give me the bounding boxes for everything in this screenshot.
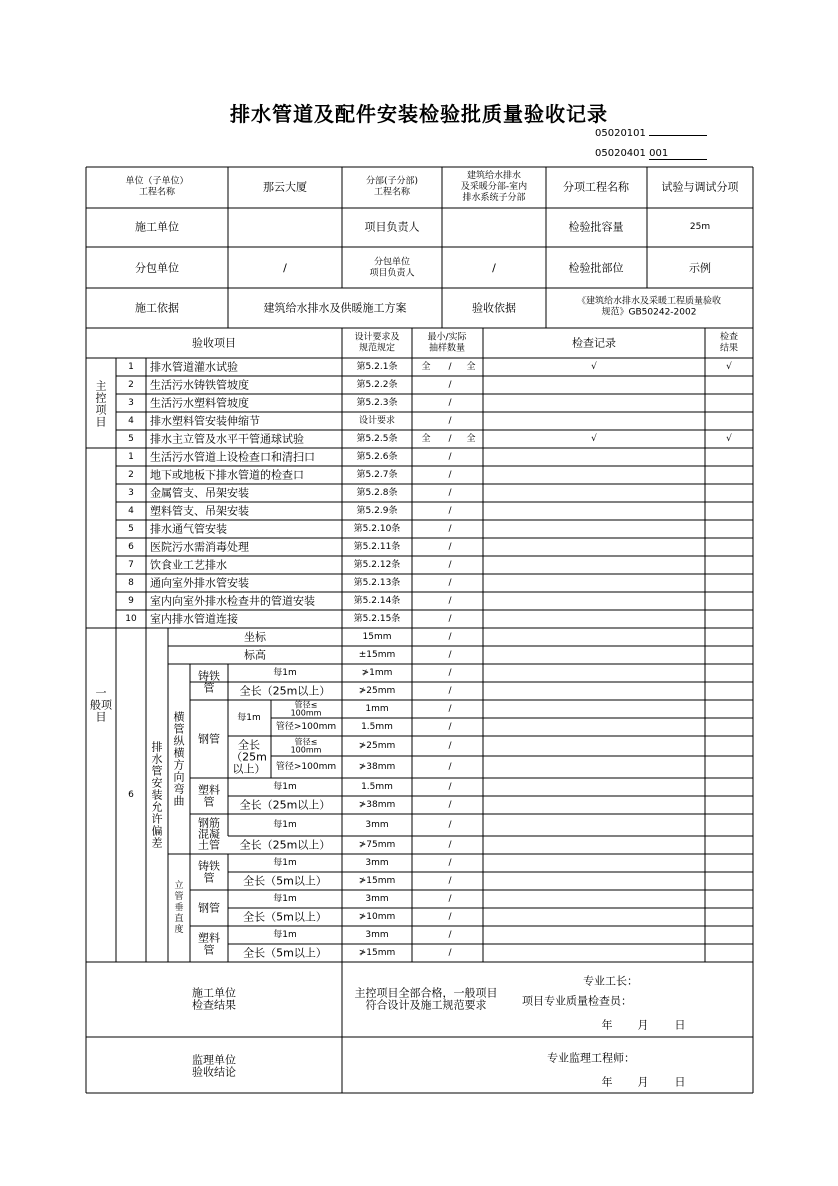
h-rc-label: 钢筋 xyxy=(198,816,220,830)
sampling-header: 最小/实际 xyxy=(427,332,467,343)
tolerance-group-label: 许 xyxy=(151,812,163,826)
tolerance-sample: / xyxy=(448,782,452,792)
tolerance-item-no: 6 xyxy=(128,790,134,800)
general-item-name: 塑料管支、吊架安装 xyxy=(150,504,249,518)
inspector-label: 项目专业质量检查员： xyxy=(522,994,632,1008)
construction-date-year: 年 xyxy=(601,1018,613,1032)
main-item-name: 生活污水铸铁管坡度 xyxy=(150,378,249,392)
main-control-label: 控 xyxy=(95,391,107,405)
general-item-name: 金属管支、吊架安装 xyxy=(150,486,249,500)
v-plastic-per-m-req: 3mm xyxy=(365,930,389,940)
h-steel-per-m-le-req: 1mm xyxy=(365,704,389,714)
main-item-requirement: 第5.2.1条 xyxy=(356,362,398,372)
supervision-label: 监理单位 xyxy=(192,1053,236,1067)
horizontal-bend-label: 管 xyxy=(173,722,185,736)
general-item-requirement: 第5.2.14条 xyxy=(353,596,401,606)
v-cast-iron-per-m: 每1m xyxy=(273,858,297,868)
construction-unit-label: 施工单位 xyxy=(135,220,179,234)
unit-value: 那云大厦 xyxy=(263,180,307,194)
horizontal-bend-label: 弯 xyxy=(173,782,185,796)
division-value: 建筑给水排水 xyxy=(466,171,522,181)
unit-label: 单位（子单位） xyxy=(125,176,189,187)
general-item-name: 饮食业工艺排水 xyxy=(150,558,227,572)
h-steel-per-m-gt-req: 1.5mm xyxy=(361,722,393,732)
general-item-requirement: 第5.2.15条 xyxy=(353,614,401,624)
h-steel-full-gt-req: ≯38mm xyxy=(358,762,396,772)
general-item-sample: / xyxy=(448,488,452,498)
main-item-sample-min: 全 xyxy=(421,362,431,372)
main-item-sample-slash: / xyxy=(448,380,452,390)
general-label: 般项 xyxy=(90,698,112,712)
general-label: 目 xyxy=(95,710,107,724)
v-steel-label: 钢管 xyxy=(198,901,220,915)
construction-date-month: 月 xyxy=(637,1018,649,1032)
tolerance-sample: / xyxy=(448,876,452,886)
general-item-sample: / xyxy=(448,542,452,552)
general-item-requirement: 第5.2.8条 xyxy=(356,488,398,498)
vertical-plumb-label: 立 xyxy=(174,881,184,891)
supervision-label: 验收结论 xyxy=(192,1065,236,1079)
general-item-no: 1 xyxy=(128,452,134,462)
horizontal-bend-label: 方 xyxy=(173,758,185,772)
general-item-name: 医院污水需消毒处理 xyxy=(150,540,249,554)
main-item-sample-actual: 全 xyxy=(466,434,476,444)
h-cast-iron-label: 管 xyxy=(203,681,215,695)
main-item-name: 排水主立管及水平干管通球试验 xyxy=(150,432,304,446)
h-rc-per-m: 每1m xyxy=(273,820,297,830)
general-item-name: 生活污水管道上设检查口和清扫口 xyxy=(150,450,315,464)
general-label: 一 xyxy=(95,686,107,700)
construction-result-text: 主控项目全部合格，一般项目 xyxy=(354,986,498,1000)
main-item-no: 1 xyxy=(128,362,134,372)
v-plastic-full-req: ≯15mm xyxy=(358,948,396,958)
construction-result-label: 施工单位 xyxy=(192,986,236,1000)
h-plastic-full: 全长（25m以上） xyxy=(239,798,331,812)
accept-basis-label: 验收依据 xyxy=(472,301,516,315)
v-cast-iron-per-m-req: 3mm xyxy=(365,858,389,868)
horizontal-bend-label: 横 xyxy=(173,746,185,760)
h-steel-full-dia-gt: 管径>100mm xyxy=(275,762,337,772)
h-rc-label: 混凝 xyxy=(198,827,220,841)
division-value: 及采暖分部-室内 xyxy=(460,182,528,192)
general-item-requirement: 第5.2.12条 xyxy=(353,560,401,570)
tolerance-group-label: 差 xyxy=(151,836,163,850)
design-header: 设计要求及 xyxy=(354,332,400,343)
general-item-no: 7 xyxy=(128,560,134,570)
subitem-label: 分项工程名称 xyxy=(563,180,629,194)
main-item-sample-min: 全 xyxy=(421,434,431,444)
h-rc-full-req: ≯75mm xyxy=(358,840,396,850)
v-plastic-per-m: 每1m xyxy=(273,930,297,940)
h-steel-full-le-req: ≯25mm xyxy=(358,741,396,751)
general-item-no: 10 xyxy=(125,614,137,624)
division-label: 分部(子分部) xyxy=(365,176,419,187)
h-steel-full-label: 全长 xyxy=(238,738,260,752)
main-item-name: 生活污水塑料管坡度 xyxy=(150,396,249,410)
main-item-name: 排水塑料管安装伸缩节 xyxy=(150,414,260,428)
batch-code-2: 05020401 001 xyxy=(595,148,707,160)
tolerance-sample: / xyxy=(448,722,452,732)
v-cast-iron-label: 管 xyxy=(203,871,215,885)
tolerance-sample: / xyxy=(448,800,452,810)
tolerance-group-label: 管 xyxy=(151,764,163,778)
general-item-name: 室内排水管道连接 xyxy=(150,612,238,626)
h-cast-iron-full-req: ≯25mm xyxy=(358,686,396,696)
batch-code-1: 05020101 xyxy=(595,128,707,139)
v-plastic-label: 塑料 xyxy=(198,931,220,945)
v-steel-per-m-req: 3mm xyxy=(365,894,389,904)
subcontract-label: 分包单位 xyxy=(135,261,179,275)
v-cast-iron-full: 全长（5m以上） xyxy=(243,874,327,888)
main-item-no: 5 xyxy=(128,434,134,444)
main-item-sample-slash: / xyxy=(448,362,452,372)
main-item-record: √ xyxy=(591,362,597,372)
accept-basis-value: 规范》GB50242-2002 xyxy=(601,307,697,318)
v-plastic-label: 管 xyxy=(203,943,215,957)
capacity-value: 25m xyxy=(689,222,711,232)
h-steel-full-label: （25m xyxy=(231,750,267,764)
accept-basis-value: 《建筑给水排水及采暖工程质量验收 xyxy=(576,296,722,307)
tolerance-group-label: 排 xyxy=(151,740,163,754)
general-item-sample: / xyxy=(448,524,452,534)
h-steel-full-label: 以上） xyxy=(232,762,266,776)
page-title: 排水管道及配件安装检验批质量验收记录 xyxy=(230,102,608,126)
main-item-requirement: 第5.2.2条 xyxy=(356,380,398,390)
construction-result-label: 检查结果 xyxy=(192,998,236,1012)
main-item-sample-slash: / xyxy=(448,416,452,426)
h-rc-full: 全长（25m以上） xyxy=(239,838,331,852)
main-item-sample-slash: / xyxy=(448,434,452,444)
v-steel-full: 全长（5m以上） xyxy=(243,910,327,924)
tolerance-sample: / xyxy=(448,632,452,642)
unit-label: 工程名称 xyxy=(138,187,176,198)
h-steel-label: 钢管 xyxy=(198,732,220,746)
general-item-sample: / xyxy=(448,452,452,462)
location-label: 检验批部位 xyxy=(568,261,624,275)
main-item-requirement: 设计要求 xyxy=(358,416,396,426)
general-item-name: 室内向室外排水检查井的管道安装 xyxy=(150,594,315,608)
general-item-sample: / xyxy=(448,506,452,516)
subcontract-value: / xyxy=(283,261,287,275)
tolerance-group-label: 安 xyxy=(151,776,163,790)
sampling-header: 抽样数量 xyxy=(428,343,466,354)
h-plastic-label: 管 xyxy=(203,795,215,809)
tolerance-sample: / xyxy=(448,650,452,660)
result-header: 结果 xyxy=(719,343,739,354)
sub-pm-label: 分包单位 xyxy=(373,257,411,268)
coord-label: 坐标 xyxy=(244,630,266,644)
h-cast-iron-full: 全长（25m以上） xyxy=(239,684,331,698)
general-item-requirement: 第5.2.11条 xyxy=(353,542,401,552)
record-header: 检查记录 xyxy=(572,336,616,350)
general-item-no: 6 xyxy=(128,542,134,552)
main-item-requirement: 第5.2.5条 xyxy=(356,434,398,444)
general-item-sample: / xyxy=(448,596,452,606)
main-item-sample-actual: 全 xyxy=(466,362,476,372)
division-value: 排水系统子分部 xyxy=(462,193,526,203)
v-plastic-full: 全长（5m以上） xyxy=(243,946,327,960)
general-item-no: 9 xyxy=(128,596,134,606)
tolerance-sample: / xyxy=(448,704,452,714)
tolerance-sample: / xyxy=(448,858,452,868)
tolerance-sample: / xyxy=(448,930,452,940)
vertical-plumb-label: 垂 xyxy=(174,903,184,913)
vertical-plumb-label: 直 xyxy=(174,914,184,924)
main-item-result: √ xyxy=(726,434,732,444)
h-steel-dia-gt: 管径>100mm xyxy=(275,722,337,732)
general-item-sample: / xyxy=(448,470,452,480)
general-item-no: 2 xyxy=(128,470,134,480)
h-steel-full-dia-le: 100mm xyxy=(290,745,322,755)
horizontal-bend-label: 横 xyxy=(173,710,185,724)
v-steel-full-req: ≯10mm xyxy=(358,912,396,922)
general-item-requirement: 第5.2.7条 xyxy=(356,470,398,480)
general-item-no: 3 xyxy=(128,488,134,498)
main-item-record: √ xyxy=(591,434,597,444)
coord-requirement: 15mm xyxy=(362,632,392,642)
h-plastic-per-m-req: 1.5mm xyxy=(361,782,393,792)
tolerance-sample: / xyxy=(448,686,452,696)
horizontal-bend-label: 纵 xyxy=(173,734,185,748)
sub-pm-label: 项目负责人 xyxy=(369,268,415,279)
general-item-requirement: 第5.2.6条 xyxy=(356,452,398,462)
capacity-label: 检验批容量 xyxy=(568,220,624,234)
general-item-requirement: 第5.2.10条 xyxy=(353,524,401,534)
general-item-no: 8 xyxy=(128,578,134,588)
main-item-no: 2 xyxy=(128,380,134,390)
tolerance-sample: / xyxy=(448,948,452,958)
main-item-no: 4 xyxy=(128,416,134,426)
subitem-value: 试验与调试分项 xyxy=(661,180,739,194)
main-item-no: 3 xyxy=(128,398,134,408)
tolerance-group-label: 水 xyxy=(151,752,163,766)
general-item-sample: / xyxy=(448,578,452,588)
h-rc-label: 土管 xyxy=(198,838,220,852)
tolerance-sample: / xyxy=(448,894,452,904)
tolerance-sample: / xyxy=(448,840,452,850)
supervision-date-year: 年 xyxy=(601,1075,613,1089)
construction-date-day: 日 xyxy=(674,1018,686,1032)
horizontal-bend-label: 向 xyxy=(173,770,185,784)
division-label: 工程名称 xyxy=(373,187,411,198)
main-item-requirement: 第5.2.3条 xyxy=(356,398,398,408)
supervision-engineer-label: 专业监理工程师： xyxy=(547,1051,635,1065)
h-cast-iron-label: 铸铁 xyxy=(198,669,220,683)
tolerance-sample: / xyxy=(448,912,452,922)
item-header: 验收项目 xyxy=(192,336,236,350)
elev-label: 标高 xyxy=(244,648,266,662)
main-item-result: √ xyxy=(726,362,732,372)
general-item-name: 地下或地板下排水管道的检查口 xyxy=(150,468,304,482)
h-rc-per-m-req: 3mm xyxy=(365,820,389,830)
main-control-label: 主 xyxy=(95,379,107,393)
general-item-no: 4 xyxy=(128,506,134,516)
h-steel-per-m-label: 每1m xyxy=(237,713,261,723)
basis-value: 建筑给水排水及供暖施工方案 xyxy=(263,301,407,315)
h-steel-full-dia-le: 管径≤ xyxy=(294,737,318,747)
construction-result-text: 符合设计及施工规范要求 xyxy=(365,998,487,1012)
tolerance-group-label: 允 xyxy=(151,800,163,814)
general-item-requirement: 第5.2.9条 xyxy=(356,506,398,516)
h-cast-iron-per-m: 每1m xyxy=(273,668,297,678)
general-item-name: 通向室外排水管安装 xyxy=(150,576,249,590)
tolerance-sample: / xyxy=(448,762,452,772)
supervision-date-day: 日 xyxy=(674,1075,686,1089)
basis-label: 施工依据 xyxy=(135,301,179,315)
elev-requirement: ±15mm xyxy=(358,650,396,660)
result-header: 检查 xyxy=(719,332,739,343)
tolerance-sample: / xyxy=(448,741,452,751)
foreman-label: 专业工长： xyxy=(583,974,638,988)
h-steel-dia-le: 100mm xyxy=(290,708,322,718)
main-item-name: 排水管道灌水试验 xyxy=(150,360,238,374)
main-item-sample-slash: / xyxy=(448,398,452,408)
h-cast-iron-per-m-req: ≯1mm xyxy=(361,668,393,678)
general-item-no: 5 xyxy=(128,524,134,534)
vertical-plumb-label: 管 xyxy=(174,892,184,902)
tolerance-group-label: 装 xyxy=(151,788,163,802)
pm-label: 项目负责人 xyxy=(364,220,420,234)
general-item-sample: / xyxy=(448,614,452,624)
h-steel-dia-le: 管径≤ xyxy=(294,700,318,710)
v-cast-iron-label: 铸铁 xyxy=(198,859,220,873)
general-item-name: 排水通气管安装 xyxy=(150,522,227,536)
design-header: 规范规定 xyxy=(358,343,396,354)
v-steel-per-m: 每1m xyxy=(273,894,297,904)
tolerance-group-label: 偏 xyxy=(151,824,163,838)
general-item-sample: / xyxy=(448,560,452,570)
tolerance-sample: / xyxy=(448,668,452,678)
main-control-label: 项 xyxy=(95,403,107,417)
v-cast-iron-full-req: ≯15mm xyxy=(358,876,396,886)
h-plastic-label: 塑料 xyxy=(198,783,220,797)
tolerance-sample: / xyxy=(448,820,452,830)
general-item-requirement: 第5.2.13条 xyxy=(353,578,401,588)
location-value: 示例 xyxy=(689,261,711,275)
main-control-label: 目 xyxy=(95,415,107,429)
horizontal-bend-label: 曲 xyxy=(173,794,185,808)
vertical-plumb-label: 度 xyxy=(174,925,184,935)
sub-pm-value: / xyxy=(492,261,496,275)
h-plastic-per-m: 每1m xyxy=(273,782,297,792)
h-plastic-full-req: ≯38mm xyxy=(358,800,396,810)
supervision-date-month: 月 xyxy=(637,1075,649,1089)
